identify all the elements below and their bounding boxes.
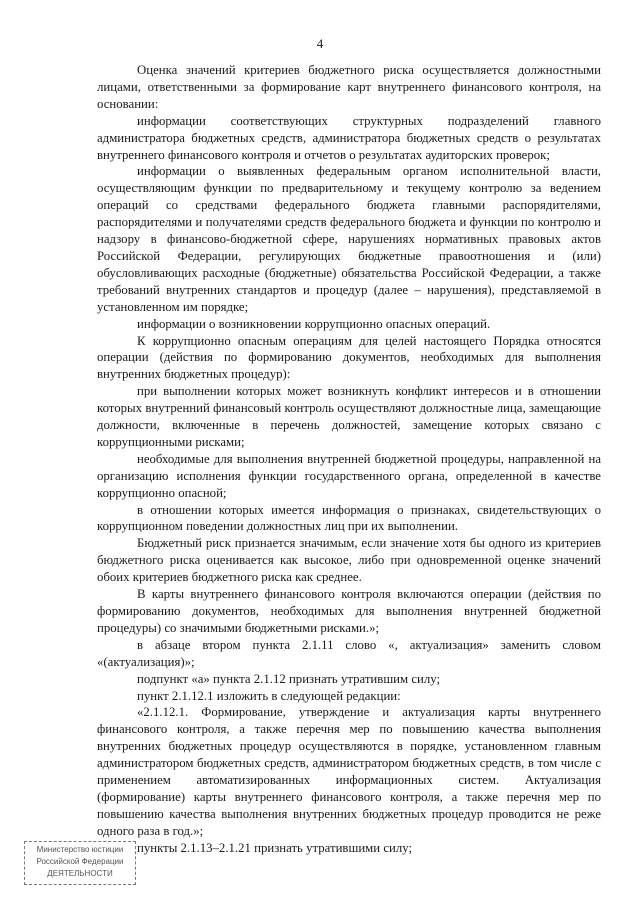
stamp-line-3: ДЕЯТЕЛЬНОСТИ (47, 869, 113, 878)
paragraph-1: Оценка значений критериев бюджетного риска осуществляется должностными лицами, ответственными за формирование карт внутреннего финансового контроля, на основании: (97, 63, 601, 111)
paragraph-13: пункт 2.1.12.1 изложить в следующей редакции: (137, 688, 401, 703)
paragraph-10: В карты внутреннего финансового контроля включаются операции (действия по формированию документов, необходимых для выполнения внутренней бюджетной процедуры) со значимыми бюджетными рисками.»; (97, 587, 601, 635)
paragraph-9: Бюджетный риск признается значимым, если значение хотя бы одного из критериев бюджетного риска оценивается как высокое, либо при одновременной оценке значений обоих критериев бюджетного риска как среднее. (97, 536, 601, 585)
paragraph-12: подпункт «а» пункта 2.1.12 признать утратившим силу; (137, 671, 441, 686)
paragraph-4: информации о возникновении коррупционно опасных операций. (137, 316, 491, 331)
paragraph-2: информации соответствующих структурных подразделений главного администратора бюджетных средств, администратора бюджетных средств о результатах внутреннего финансового контроля и отчетов о результатах аудиторских проверок; (97, 113, 601, 162)
paragraph-8: в отношении которых имеется информация о признаках, свидетельствующих о коррупционном поведении должностных лиц при их выполнении. (97, 502, 601, 534)
document-body (97, 62, 601, 857)
page-number: 4 (316, 36, 324, 51)
registration-stamp (24, 841, 136, 885)
paragraph-5: К коррупционно опасным операциям для целей настоящего Порядка относятся операции (действия по формированию документов, необходимых для выполнения внутренних бюджетных процедур): (97, 333, 601, 382)
stamp-line-2: Российской Федерации (36, 857, 124, 866)
paragraph-7: необходимые для выполнения внутренней бюджетной процедуры, направленной на организацию исполнения функции государственного органа, определенной в качестве коррупционно опасной; (97, 451, 601, 500)
paragraph-6: при выполнении которых может возникнуть конфликт интересов и в отношении которых внутренний финансовый контроль осуществляют должностные лица, замещающие должности, включенные в перечень должностей, замещение которых связано с коррупционными рисками; (97, 384, 601, 449)
stamp-line-1: Министерство юстиции (36, 845, 124, 854)
paragraph-14: «2.1.12.1. Формирование, утверждение и актуализация карты внутреннего финансового контроля, а также перечня мер по повышению качества выполнения внутренних бюджетных процедур осуществляются в порядке, установленном главным администратором бюджетных средств, администратором бюджетных средств, в том числе с применением автоматизированных информационных систем. Актуализация (формирование) карты внутреннего финансового контроля, а также перечня мер по повышению качества выполнения внутренних бюджетных процедур проводится не реже одного раза в год.»; (97, 705, 601, 838)
paragraph-15: пункты 2.1.13–2.1.21 признать утратившими силу; (137, 840, 413, 855)
paragraph-11: в абзаце втором пункта 2.1.11 слово «, актуализация» заменить словом «(актуализация)»; (97, 637, 601, 669)
paragraph-3: информации о выявленных федеральным органом исполнительной власти, осуществляющим функции по предварительному и текущему контролю за ведением операций со средствами федерального бюджета главными распорядителями, распорядителями и получателями средств федерального бюджета и функции по контролю и надзору в финансово-бюджетной сфере, нарушениях нормативных правовых актов Российской Федерации, регулирующих бюджетные правоотношения и (или) обусловливающих расходные (бюджетные) обязательства Российской Федерации, а также требований внутренних стандартов и процедур (далее – нарушения), представляемой в установленном им порядке; (97, 164, 601, 314)
